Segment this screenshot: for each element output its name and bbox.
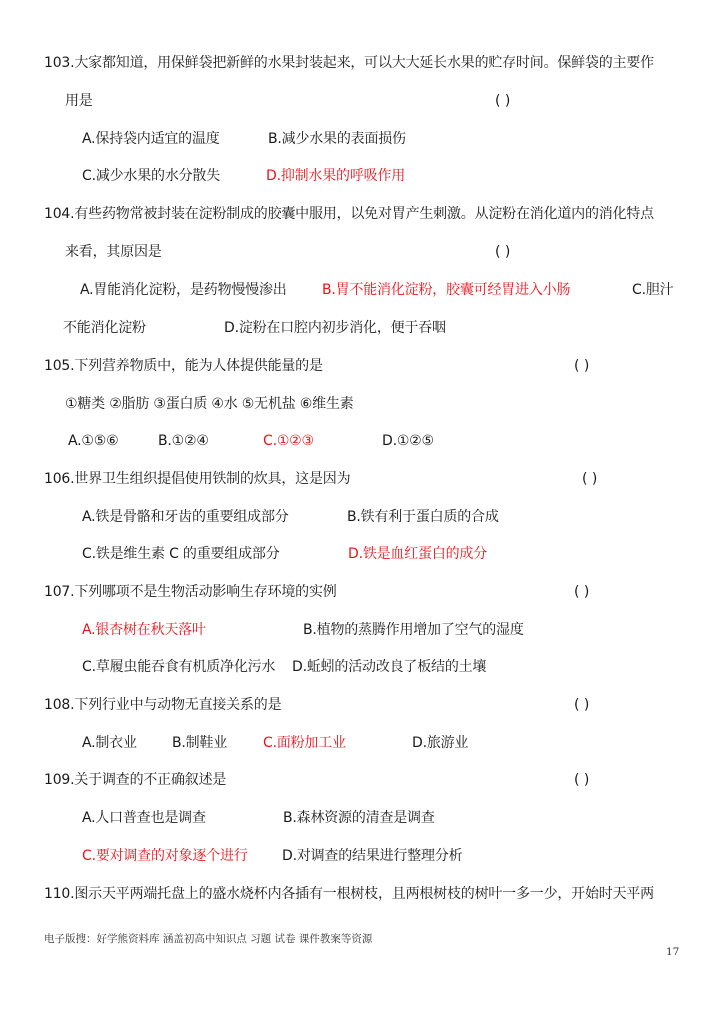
q107-option-c: C.草履虫能吞食有机质净化污水 [82,659,276,675]
q104-option-a: A.胃能消化淀粉，是药物慢慢渗出 [80,282,287,298]
q108-option-c-answer: C.面粉加工业 [263,735,346,751]
q105-option-a: A.①⑤⑥ [68,433,119,449]
q104-option-b-answer: B.胃不能消化淀粉，胶囊可经胃进入小肠 [322,282,571,298]
q108-option-b: B.制鞋业 [172,735,228,751]
q106-option-d-answer: D.铁是血红蛋白的成分 [348,546,488,562]
q107-option-d: D.蚯蚓的活动改良了板结的土壤 [292,659,487,675]
q106-option-b: B.铁有利于蛋白质的合成 [347,509,499,525]
q108-option-a: A.制衣业 [82,735,137,751]
q108-stem: 108.下列行业中与动物无直接关系的是 [44,697,282,713]
q108-option-d: D.旅游业 [412,735,469,751]
q104-stem-line2: 来看，其原因是 [65,244,162,260]
q103-stem-line2: 用是 [65,93,93,109]
q106-option-c: C.铁是维生素 C 的重要组成部分 [82,546,280,562]
q105-stem: 105.下列营养物质中，能为人体提供能量的是 [44,358,323,374]
q106-option-a: A.铁是骨骼和牙齿的重要组成部分 [82,509,289,525]
footer-note: 电子版搜：好学熊资料库 涵盖初高中知识点 习题 试卷 课件教案等资源 [44,933,373,945]
q105-option-d: D.①②⑤ [382,433,434,449]
q103-option-a: A.保持袋内适宜的温度 [82,131,220,147]
q103-option-b: B.减少水果的表面损伤 [268,131,406,147]
q104-answer-blank: ( ) [495,244,511,260]
q105-option-b: B.①②④ [158,433,209,449]
q103-option-c: C.减少水果的水分散失 [82,168,221,184]
q105-answer-blank: ( ) [574,358,590,374]
q107-option-b: B.植物的蒸腾作用增加了空气的湿度 [303,622,524,638]
q109-option-b: B.森林资源的清查是调查 [283,810,435,826]
q105-option-c-answer: C.①②③ [263,433,314,449]
q103-stem-line1: 103.大家都知道，用保鲜袋把新鲜的水果封装起来，可以大大延长水果的贮存时间。保鲜袋的主要作 [44,55,654,71]
q104-option-c-part1: C.胆汁 [632,282,674,298]
q106-stem: 106.世界卫生组织提倡使用铁制的炊具，这是因为 [44,471,351,487]
q104-option-c-part2: 不能消化淀粉 [63,320,146,336]
q110-stem-line1: 110.图示天平两端托盘上的盛水烧杯内各插有一根树枝，且两根树枝的树叶一多一少，开始时天平两 [44,886,654,902]
q107-answer-blank: ( ) [574,584,590,600]
q109-option-d: D.对调查的结果进行整理分析 [282,848,463,864]
q103-answer-blank: ( ) [495,93,511,109]
q108-answer-blank: ( ) [574,697,590,713]
q109-answer-blank: ( ) [574,772,590,788]
q107-option-a-answer: A.银杏树在秋天落叶 [82,622,206,638]
q109-option-c-answer: C.要对调查的对象逐个进行 [82,848,248,864]
q103-option-d-answer: D.抑制水果的呼吸作用 [266,168,406,184]
q109-option-a: A.人口普查也是调查 [82,810,206,826]
q107-stem: 107.下列哪项不是生物活动影响生存环境的实例 [44,584,337,600]
q105-items: ①糖类 ②脂肪 ③蛋白质 ④水 ⑤无机盐 ⑥维生素 [65,396,354,412]
q104-stem-line1: 104.有些药物常被封装在淀粉制成的胶囊中服用，以免对胃产生刺激。从淀粉在消化道内的消化特点 [44,206,654,222]
page-number: 17 [666,946,680,958]
q109-stem: 109.关于调查的不正确叙述是 [44,772,227,788]
q106-answer-blank: ( ) [582,471,598,487]
q104-option-d: D.淀粉在口腔内初步消化，便于吞咽 [224,320,446,336]
